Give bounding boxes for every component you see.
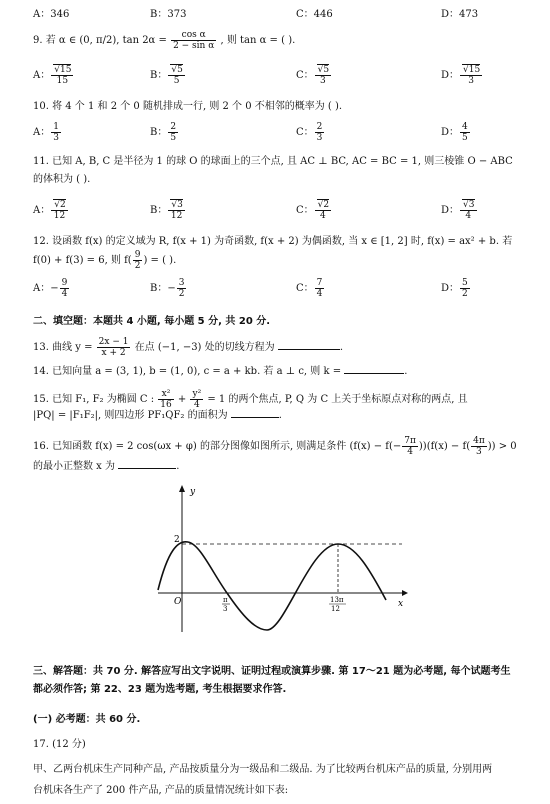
q10-option-d: D： $\frac{4}{5}$ — [441, 122, 468, 143]
q9-stem: 9. 若 α ∈ (0, π/2), tan 2α = $\frac{\text{cos α}}{\text{2 − sin α}}$ , 则 tan α = ( ). — [33, 30, 296, 51]
q12-stem-line2: f(0) + f(3) = 6, 则 f( $\frac{9}{2}$ ) = ( ). — [33, 250, 177, 271]
q12-option-c: C： $\frac{7}{4}$ — [296, 278, 323, 299]
q16-cosine-graph — [150, 480, 410, 640]
q14-stem: 14. 已知向量 a = (3, 1), b = (1, 0), c = a + kb. 若 a ⊥ c, 则 k = . — [33, 366, 408, 377]
q11-stem-line1: 11. 已知 A, B, C 是半径为 1 的球 O 的球面上的三个点, 且 AC ⊥ BC, AC = BC = 1, 则三棱锥 O − ABC — [33, 156, 513, 167]
q11-option-c: C： $\frac{√2}{4}$ — [296, 200, 330, 221]
q16-answer-blank[interactable] — [118, 468, 176, 469]
q17-title: 17. (12 分) — [33, 739, 86, 750]
q9-option-a: A： $\frac{√15}{15}$ — [33, 65, 72, 86]
q8-option-c: C：446 — [296, 9, 333, 20]
q15-answer-blank[interactable] — [231, 417, 279, 418]
q17-stem-line1: 甲、乙两台机床生产同种产品, 产品按质量分为一级品和二级品. 为了比较两台机床产品的质量, 分别用两 — [33, 764, 493, 775]
q11-option-d: D： $\frac{√3}{4}$ — [441, 200, 475, 221]
q9-fraction: $\frac{\text{cos α}}{\text{2 − sin α}}$ — [173, 30, 215, 51]
q8-option-b: B：373 — [150, 9, 187, 20]
q14-answer-blank[interactable] — [344, 373, 404, 374]
x-axis-arrow-icon — [402, 590, 408, 596]
cosine-curve — [158, 542, 386, 630]
x-axis-label: x — [398, 599, 404, 609]
q10-option-c: C： $\frac{2}{3}$ — [296, 122, 323, 143]
q8-option-d: D：473 — [441, 9, 479, 20]
q9-option-b: B： $\frac{√5}{5}$ — [150, 65, 183, 86]
section-fill-in-title: 二、填空题：本题共 4 小题, 每小题 5 分, 共 20 分. — [33, 316, 271, 327]
q10-option-a: A： $\frac{1}{3}$ — [33, 122, 59, 143]
q8-option-a: A：346 — [33, 9, 70, 20]
svg-text:3: 3 — [223, 605, 228, 613]
y-axis-label: y — [190, 487, 196, 497]
q10-stem: 10. 将 4 个 1 和 2 个 0 随机排成一行, 则 2 个 0 不相邻的概率为 ( ). — [33, 101, 343, 112]
q17-stem-line2: 台机床各生产了 200 件产品, 产品的质量情况统计如下表: — [33, 785, 289, 796]
q12-option-b: B：− $\frac{3}{2}$ — [150, 278, 185, 299]
q11-option-b: B： $\frac{√3}{12}$ — [150, 200, 183, 221]
q10-option-b: B： $\frac{2}{5}$ — [150, 122, 177, 143]
q9-option-d: D： $\frac{√15}{3}$ — [441, 65, 481, 86]
tick-pi-over-3 — [222, 596, 230, 613]
y-max-label: 2 — [174, 535, 180, 545]
svg-text:12: 12 — [331, 605, 340, 613]
q12-option-d: D： $\frac{5}{2}$ — [441, 278, 468, 299]
q11-stem-line2: 的体积为 ( ). — [33, 174, 91, 185]
origin-label: O — [174, 597, 182, 607]
y-axis-arrow-icon — [179, 485, 185, 492]
q13-stem: 13. 曲线 y = $\frac{2x - 1}{x + 2}$ 在点 (−1, −3) 处的切线方程为 . — [33, 337, 344, 358]
svg-text:13π: 13π — [330, 596, 344, 604]
q15-stem-line1: 15. 已知 F₁, F₂ 为椭圆 C : $\frac{\text{x²}}{16}$ + $\frac{\text{y²}}{4}$ = 1 的两个焦点, P, Q 为 C 上关于坐标原点对称的两点, 且 — [33, 389, 468, 410]
section-solution-line2: 都必须作答; 第 22、23 题为选考题, 考生根据要求作答. — [33, 684, 287, 695]
q16-stem-line1: 16. 已知函数 f(x) = 2 cos(ωx + φ) 的部分图像如图所示, 则满足条件 (f(x) − f(− $\frac{7\pi}{4}$ ))(f(x) − f( $\frac{4\pi}{3}$ )) > 0 — [33, 436, 517, 457]
section-solution-line1: 三、解答题：共 70 分. 解答应写出文字说明、证明过程或演算步骤. 第 17～21 题为必考题, 每个试题考生 — [33, 666, 511, 677]
subsection-required-title: (一) 必考题：共 60 分. — [33, 714, 141, 725]
svg-text:π: π — [223, 596, 228, 604]
q11-option-a: A： $\frac{√2}{12}$ — [33, 200, 66, 221]
tick-13pi-over-12 — [329, 596, 346, 613]
q12-stem-line1: 12. 设函数 f(x) 的定义域为 R, f(x + 1) 为奇函数, f(x + 2) 为偶函数, 当 x ∈ [1, 2] 时, f(x) = ax² + b. 若 — [33, 236, 513, 247]
q9-option-c: C： $\frac{√5}{3}$ — [296, 65, 330, 86]
q16-stem-line2: 的最小正整数 x 为 . — [33, 461, 180, 472]
q13-answer-blank[interactable] — [278, 349, 340, 350]
q15-stem-line2: |PQ| = |F₁F₂|, 则四边形 PF₁QF₂ 的面积为 . — [33, 410, 282, 421]
q12-option-a: A：− $\frac{9}{4}$ — [33, 278, 68, 299]
